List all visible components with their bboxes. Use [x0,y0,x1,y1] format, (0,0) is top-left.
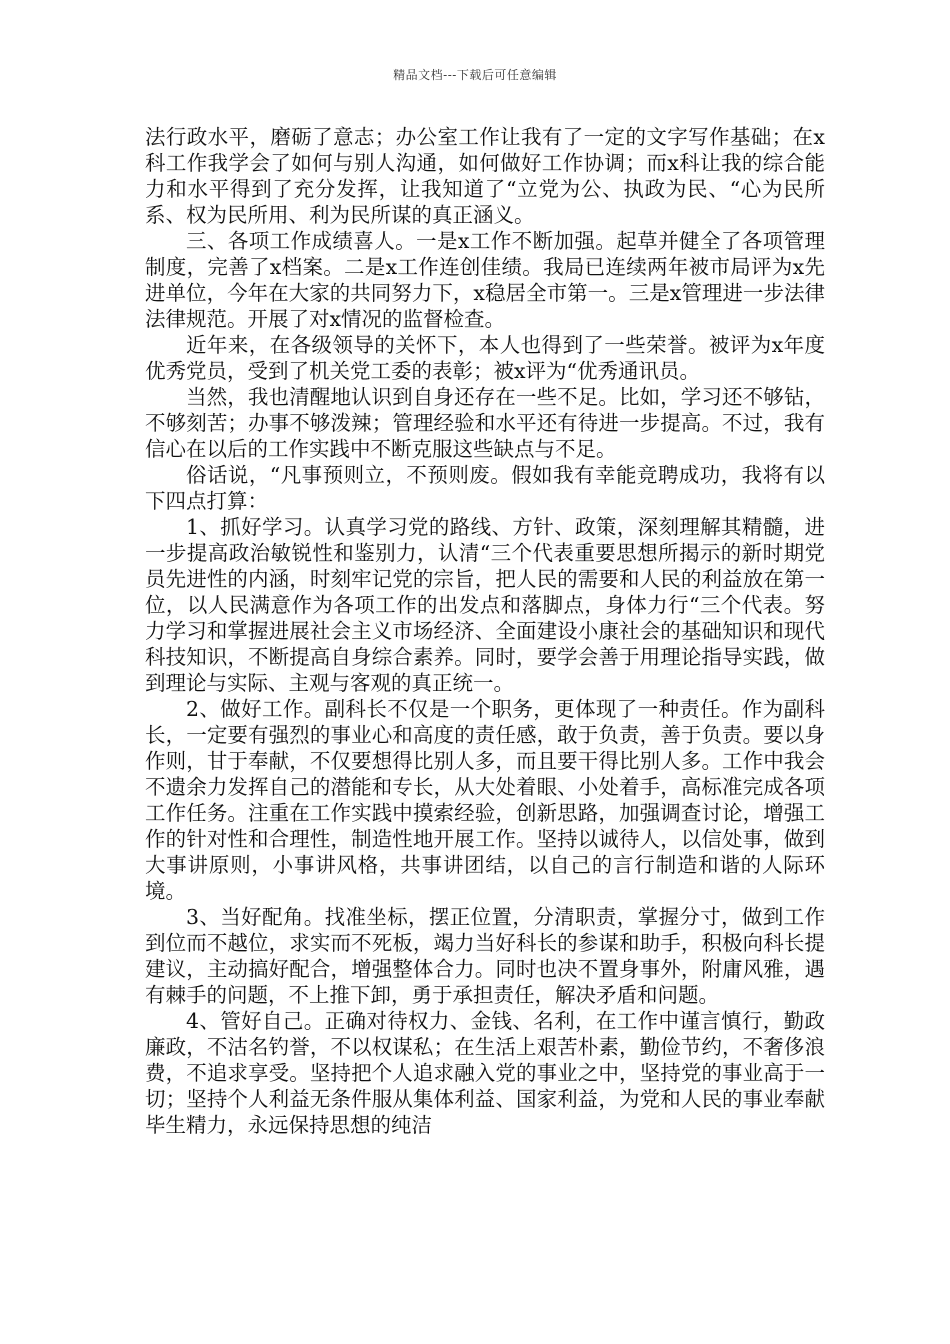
paragraph-plans-intro: 俗话说，“凡事预则立，不预则废。假如我有幸能竞聘成功，我将有以下四点打算： [145,463,825,513]
paragraph-achievements: 三、各项工作成绩喜人。一是x工作不断加强。起草并健全了各项管理制度，完善了x档案。二是x工作连创佳绩。我局已连续两年被市局评为x先进单位，今年在大家的共同努力下，x稳居全市第一。三是x管理进一步法律法律规范。开展了对x情况的监督检查。 [145,229,825,331]
paragraph-honors: 近年来，在各级领导的关怀下，本人也得到了一些荣誉。被评为x年度优秀党员，受到了机关党工委的表彰；被x评为“优秀通讯员。 [145,333,825,383]
paragraph-shortcomings: 当然，我也清醒地认识到自身还存在一些不足。比如，学习还不够钻，不够刻苦；办事不够泼辣；管理经验和水平还有待进一步提高。不过，我有信心在以后的工作实践中不断克服这些缺点与不足。 [145,385,825,461]
paragraph-plan-self: 4、管好自己。正确对待权力、金钱、名利，在工作中谨言慎行，勤政廉政，不沽名钓誉，不以权谋私；在生活上艰苦朴素，勤俭节约，不奢侈浪费，不追求享受。坚持把个人追求融入党的事业之中，坚持党的事业高于一切；坚持个人利益无条件服从集体利益、国家利益，为党和人民的事业奉献毕生精力，永远保持思想的纯洁 [145,1009,825,1137]
paragraph-continued: 法行政水平，磨砺了意志；办公室工作让我有了一定的文字写作基础；在x科工作我学会了如何与别人沟通，如何做好工作协调；而x科让我的综合能力和水平得到了充分发挥，让我知道了“立党为公、执政为民、“心为民所系、权为民所用、利为民所谋的真正涵义。 [145,125,825,227]
paragraph-plan-study: 1、抓好学习。认真学习党的路线、方针、政策，深刻理解其精髓，进一步提高政治敏锐性和鉴别力，认清“三个代表重要思想所揭示的新时期党员先进性的内涵，时刻牢记党的宗旨，把人民的需要和人民的利益放在第一位，以人民满意作为各项工作的出发点和落脚点，身体力行“三个代表。努力学习和掌握进展社会主义市场经济、全面建设小康社会的基础知识和现代科技知识，不断提高自身综合素养。同时，要学会善于用理论指导实践，做到理论与实际、主观与客观的真正统一。 [145,515,825,695]
document-body [145,124,825,1138]
page-header: 精品文档---下载后可任意编辑 [393,68,557,82]
paragraph-plan-work: 2、做好工作。副科长不仅是一个职务，更体现了一种责任。作为副科长，一定要有强烈的事业心和高度的责任感，敢于负责，善于负责。要以身作则，甘于奉献，不仅要想得比别人多，而且要干得比别人多。工作中我会不遗余力发挥自己的潜能和专长，从大处着眼、小处着手，高标准完成各项工作任务。注重在工作实践中摸索经验，创新思路，加强调查讨论，增强工作的针对性和合理性，制造性地开展工作。坚持以诚待人，以信处事，做到大事讲原则，小事讲风格，共事讲团结，以自己的言行制造和谐的人际环境。 [145,697,825,903]
paragraph-plan-support: 3、当好配角。找准坐标，摆正位置，分清职责，掌握分寸，做到工作到位而不越位，求实而不死板，竭力当好科长的参谋和助手，积极向科长提建议，主动搞好配合，增强整体合力。同时也决不置身事外，附庸风雅，遇有棘手的问题，不上推下卸，勇于承担责任，解决矛盾和问题。 [145,905,825,1007]
